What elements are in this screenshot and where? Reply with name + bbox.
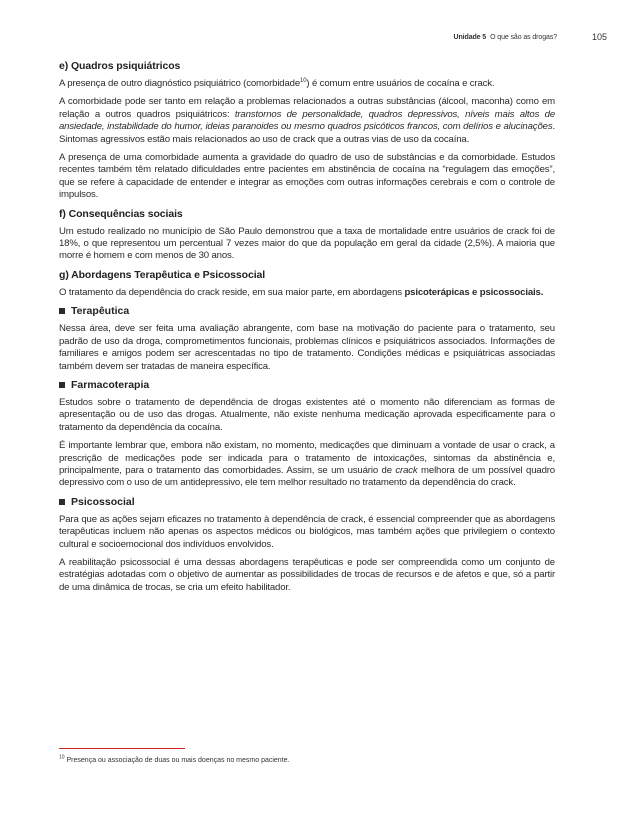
heading-label: Terapêutica — [71, 305, 130, 318]
bold-span: psicoterápicas e psicossociais. — [404, 286, 544, 298]
farmacoterapia-paragraph-2 — [59, 440, 555, 490]
section-e-paragraph-1 — [59, 78, 555, 90]
psicossocial-heading — [59, 496, 555, 508]
text-span: . Sintomas agressivos estão mais relacionados ao uso de crack que a outras vias de uso da cocaína. — [59, 121, 555, 145]
heading-label: Psicossocial — [71, 495, 135, 508]
footnote-marker: 10 — [59, 754, 65, 761]
section-e-paragraph-3: A presença de uma comorbidade aumenta a gravidade do quadro de uso de substâncias e da comorbidade. Estudos recentes também têm relatado dificuldades entre pacientes em abstinência de cocaína na “regulagem das emoções”, que se refere à capacidade de entender e integrar as emoções com outras informações cerebrais e com o controle de impulsos. — [59, 152, 555, 201]
running-header — [454, 34, 557, 41]
italic-span: transtornos de personalidade, quadros depressivos, níveis mais altos de ansiedade, instabilidade do humor, ideias paranoides ou mesmo quadros psicóticos francos, com delírios e alucinações — [59, 108, 556, 133]
heading-label: Farmacoterapia — [71, 378, 150, 391]
main-content — [59, 60, 555, 600]
footnote — [59, 754, 290, 764]
unit-title: O que são as drogas? — [490, 34, 557, 41]
text-span: O tratamento da dependência do crack reside, em sua maior parte, em abordagens — [59, 286, 405, 298]
terapeutica-heading — [59, 305, 555, 317]
footnote-ref: 10 — [300, 77, 307, 84]
square-bullet-icon — [59, 499, 65, 505]
section-f-heading: f) Consequências sociais — [59, 207, 183, 220]
text-span: A presença de outro diagnóstico psiquiátrico (comorbidade — [59, 78, 301, 89]
section-f-paragraph-1: Um estudo realizado no município de São Paulo demonstrou que a taxa de mortalidade entre usuários de crack foi de 18%, o que representou um percentual 7 vezes maior do que da população em geral da cidade (2,5%). A maioria que morre é homem e com menos de 30 anos. — [59, 225, 555, 262]
text-span: ) é comum entre usuários de cocaína e crack. — [306, 78, 495, 89]
page — [59, 0, 555, 826]
footnote-divider — [59, 748, 185, 749]
farmacoterapia-paragraph-1: Estudos sobre o tratamento de dependência de drogas existentes até o momento não diferenciam as formas de apresentação ou de uso das drogas. Atualmente, não existe nenhuma medicação aprovada especificamente para o tratamento da dependência da cocaína. — [59, 396, 555, 433]
section-g-paragraph-1 — [59, 287, 555, 299]
footnote-text: Presença ou associação de duas ou mais doenças no mesmo paciente. — [66, 757, 290, 764]
square-bullet-icon — [59, 382, 65, 388]
unit-label: Unidade 5 — [453, 34, 487, 41]
text-span: É importante lembrar que, embora não existam, no momento, medicações que diminuam a vontade de usar o crack, a prescrição de medicações pode ser indicada para o tratamento de intoxicações, sintomas da abstinência e, principalmente, para o tratamento das comorbidades. Assim, se um usuário de — [59, 440, 555, 476]
text-span: A comorbidade pode ser tanto em relação a problemas relacionados a outras substâncias (álcool, maconha) como em relação a outros quadros psiquiátricos: — [59, 96, 555, 120]
farmacoterapia-heading — [59, 379, 555, 391]
section-e-heading: e) Quadros psiquiátricos — [59, 60, 181, 72]
section-e-paragraph-2 — [59, 96, 555, 146]
section-g-heading: g) Abordagens Terapêutica e Psicossocial — [59, 268, 266, 281]
italic-span: crack — [395, 464, 418, 476]
terapeutica-paragraph-1: Nessa área, deve ser feita uma avaliação abrangente, com base na motivação do paciente para o tratamento, seu padrão de uso da droga, comprometimentos funcionais, problemas clínicos e psiquiátricos associados. Informações de familiares e amigos podem ser acrescentadas no tipo de tratamento. Condições médicas e psiquiátricas associadas também devem ser tratadas de maneira específica. — [59, 323, 555, 372]
psicossocial-paragraph-1: Para que as ações sejam eficazes no tratamento à dependência de crack, é essencial compreender que as abordagens terapêuticas incluem não apenas os aspectos médicos ou biológicos, mas também ações que privilegiem o contexto cultural e socioemocional dos indivíduos envolvidos. — [59, 513, 555, 550]
page-number: 105 — [592, 32, 608, 42]
square-bullet-icon — [59, 308, 65, 314]
text-span: melhora de um possível quadro depressivo com o uso de um antidepressivo, ele tem melhor resultado no tratamento da dependência do crack. — [59, 464, 555, 489]
psicossocial-paragraph-2: A reabilitação psicossocial é uma dessas abordagens terapêuticas e pode ser compreendida como um conjunto de estratégias adotadas com o objetivo de aumentar as possibilidades de trocas de recursos e de afetos e que, só a partir de uma dinâmica de trocas, se cria um efeito habilitador. — [59, 556, 555, 593]
